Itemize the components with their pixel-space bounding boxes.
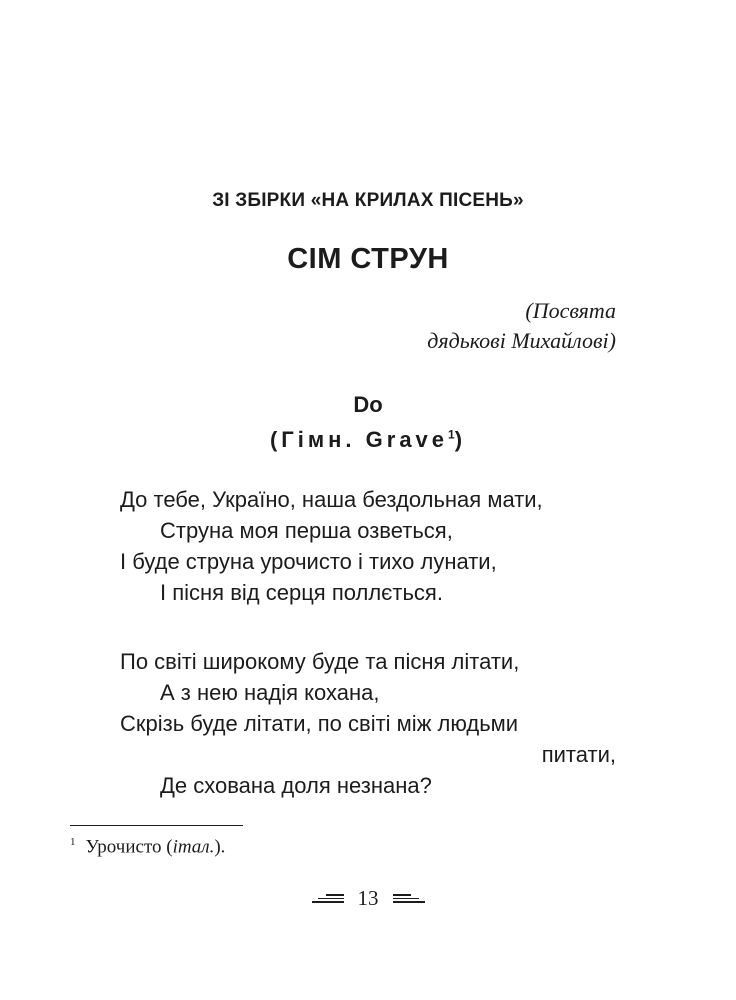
section-subtitle [0, 427, 736, 453]
right-ornament-icon [393, 894, 425, 903]
verse-line: Скрізь буде літати, по світі між людьми [120, 711, 519, 736]
page-footer [0, 886, 736, 911]
footnote [70, 836, 225, 858]
left-ornament-icon [312, 894, 344, 903]
verse-line: До тебе, Україно, наша бездольная мати, [120, 487, 543, 512]
footnote-text: Урочисто ( [85, 836, 173, 858]
dedication-line-1: (Посвята [525, 298, 616, 323]
footnote-tail: ). [214, 836, 226, 858]
verse-line-continuation: питати, [541, 742, 616, 767]
dedication-line-2: дядькові Михайлові) [427, 328, 616, 353]
dedication [427, 296, 616, 356]
collection-heading: ЗІ ЗБІРКИ «НА КРИЛАХ ПІСЕНЬ» [212, 190, 524, 211]
section-subtitle-close: ) [454, 427, 467, 452]
footnote-mark: 1 [70, 836, 76, 848]
stanza-1 [120, 484, 616, 608]
poem-title: СІМ СТРУН [287, 243, 449, 275]
stanza-2 [120, 646, 616, 801]
verse-line: І буде струна урочисто і тихо лунати, [120, 549, 497, 574]
section-note: Do [353, 392, 383, 417]
verse-line: Струна моя перша озветься, [160, 518, 453, 543]
verse-line: А з нею надія кохана, [160, 680, 380, 705]
footnote-divider [70, 825, 243, 826]
section-subtitle-text: (Гімн. Grave [269, 427, 449, 452]
footnote-reference: 1 [448, 427, 455, 442]
verse-line: І пісня від серця поллється. [160, 580, 443, 605]
verse-line: По світі широкому буде та пісня літати, [120, 649, 520, 674]
page-number: 13 [357, 886, 379, 910]
footnote-abbreviation: італ. [172, 836, 215, 858]
verse-line: Де схована доля незнана? [160, 773, 432, 798]
